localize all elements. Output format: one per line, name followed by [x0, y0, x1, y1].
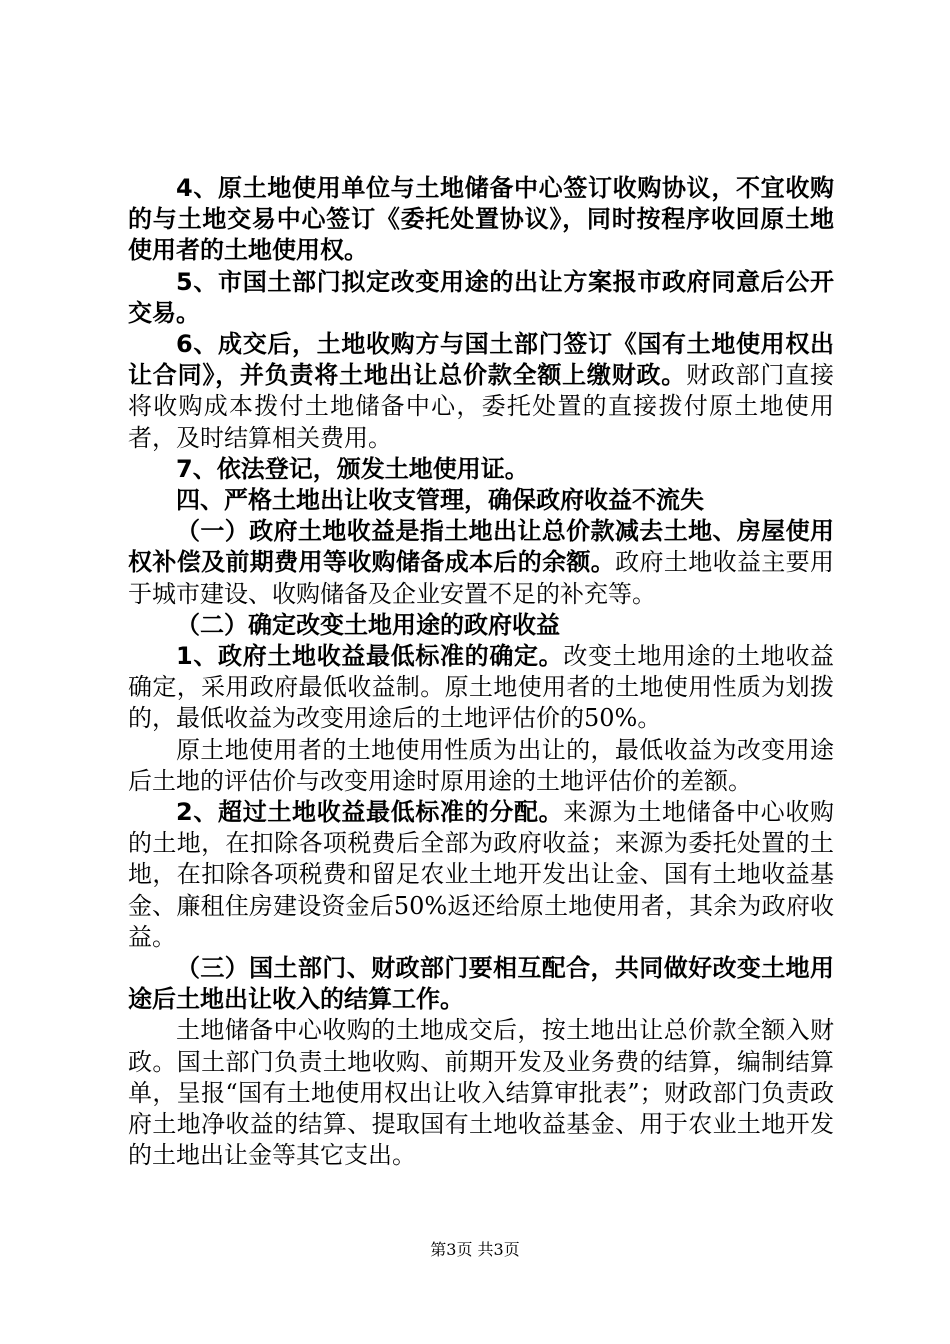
paragraph-step-7	[128, 454, 834, 485]
page-footer	[0, 1240, 950, 1260]
paragraph-step-4	[128, 173, 834, 267]
paragraph-item-1-plain-text: 改变土地用途的土地收益确定，采用政府最低收益制。原土地使用者的土地使用性质为划拨的，最低收益为改变用途后的土地评估价的50%。	[128, 642, 834, 733]
paragraph-settlement	[128, 1015, 834, 1171]
section-heading-4	[128, 485, 834, 516]
paragraph-sub-3	[128, 953, 834, 1015]
paragraph-step-7-text: 7、依法登记，颁发土地使用证。	[176, 454, 529, 483]
paragraph-sub-3-text: （三）国土部门、财政部门要相互配合，共同做好改变土地用途后土地出让收入的结算工作。	[128, 954, 834, 1014]
document-body	[128, 173, 834, 1172]
paragraph-item-2-plain-text: 来源为土地储备中心收购的土地，在扣除各项税费后全部为政府收益；来源为委托处置的土地，在扣除各项税费和留足农业土地开发出让金、国有土地收益基金、廉租住房建设资金后50%返还给原土地使用者，其余为政府收益。	[128, 798, 834, 951]
paragraph-sub-2-text: （二）确定改变土地用途的政府收益	[176, 610, 560, 639]
paragraph-transfer-note-text: 原土地使用者的土地使用性质为出让的，最低收益为改变用途后土地的评估价与改变用途时原用途的土地评估价的差额。	[128, 735, 834, 795]
paragraph-item-2	[128, 797, 834, 953]
paragraph-step-5-text: 5、市国土部门拟定改变用途的出让方案报市政府同意后公开交易。	[128, 267, 834, 327]
paragraph-step-4-text: 4、原土地使用单位与土地储备中心签订收购协议，不宜收购的与土地交易中心签订《委托处置协议》，同时按程序收回原土地使用者的土地使用权。	[128, 174, 834, 265]
paragraph-sub-2	[128, 610, 834, 641]
paragraph-step-5	[128, 267, 834, 329]
paragraph-settlement-text: 土地储备中心收购的土地成交后，按土地出让总价款全额入财政。国土部门负责土地收购、前期开发及业务费的结算，编制结算单，呈报“国有土地使用权出让收入结算审批表”；财政部门负责政府土地净收益的结算、提取国有土地收益基金、用于农业土地开发的土地出让金等其它支出。	[128, 1016, 834, 1170]
paragraph-item-2-bold-text: 2、超过土地收益最低标准的分配。	[176, 798, 564, 827]
paragraph-step-6-plain-text: 财政部门直接将收购成本拨付土地储备中心，委托处置的直接拨付原土地使用者，及时结算相关费用。	[128, 361, 835, 452]
paragraph-step-6-bold-text: 6、成交后，土地收购方与国土部门签订《国有土地使用权出让合同》，并负责将土地出让总价款全额上缴财政。	[128, 330, 834, 390]
paragraph-sub-1	[128, 516, 834, 610]
paragraph-sub-1-plain-text: 政府土地收益主要用于城市建设、收购储备及企业安置不足的补充等。	[128, 548, 835, 608]
paragraph-item-1	[128, 641, 834, 735]
section-heading-4-text: 四、严格土地出让收支管理，确保政府收益不流失	[176, 486, 704, 515]
page-number-label: 第3页 共3页	[430, 1240, 520, 1259]
paragraph-sub-1-bold-text: （一）政府土地收益是指土地出让总价款减去土地、房屋使用权补偿及前期费用等收购储备成本后的余额。	[128, 517, 834, 577]
paragraph-transfer-note	[128, 735, 834, 797]
paragraph-item-1-bold-text: 1、政府土地收益最低标准的确定。	[176, 642, 564, 671]
paragraph-step-6	[128, 329, 834, 454]
